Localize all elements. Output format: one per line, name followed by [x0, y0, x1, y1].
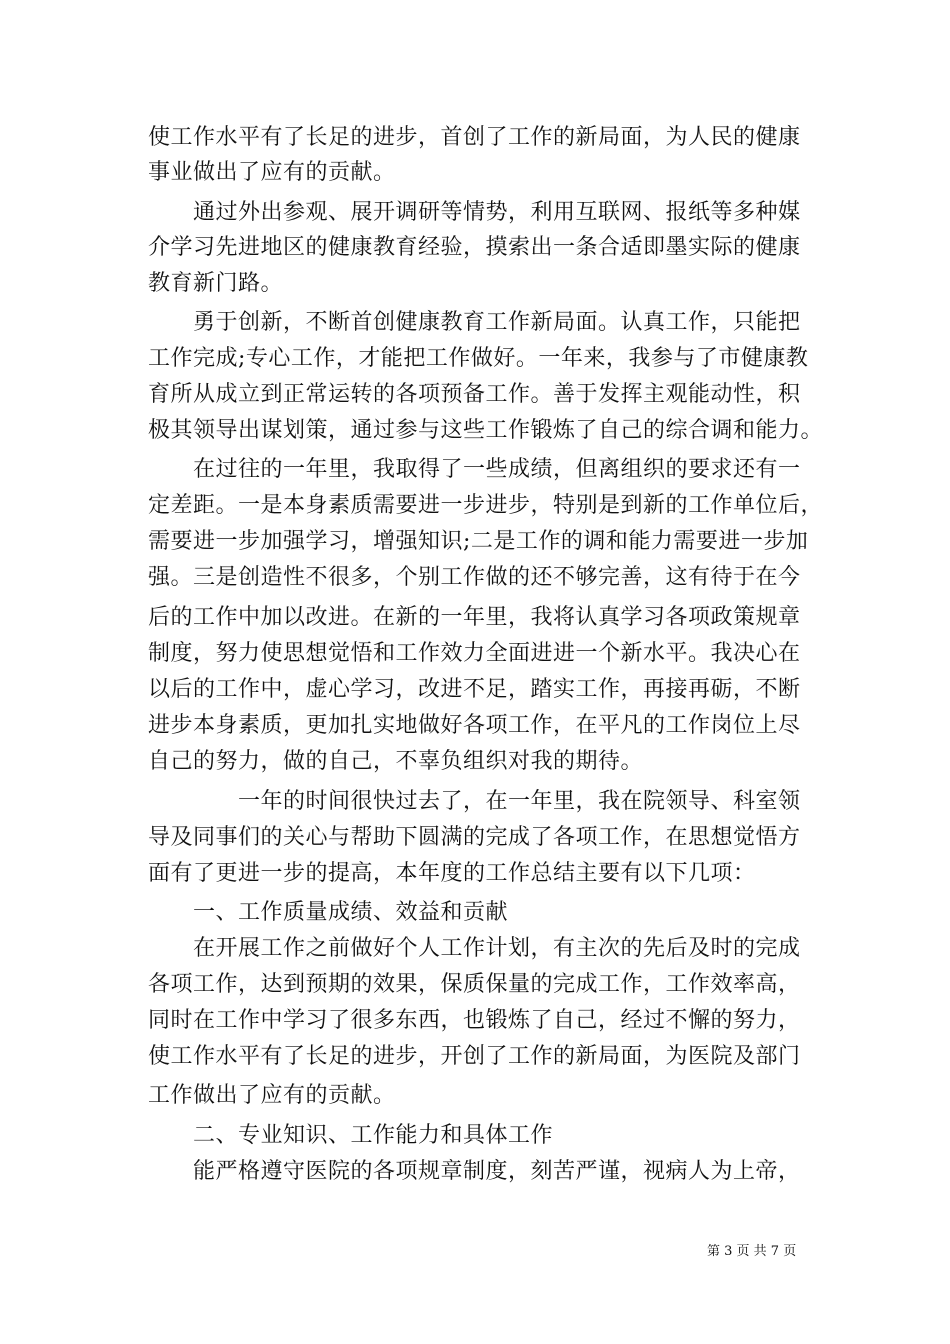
text-line: 在开展工作之前做好个人工作计划，有主次的先后及时的完成 [148, 936, 801, 961]
text-line: 使工作水平有了长足的进步，首创了工作的新局面，为人民的健康 [148, 125, 801, 150]
text-line: 勇于创新，不断首创健康教育工作新局面。认真工作，只能把 [148, 310, 801, 335]
text-line: 需要进一步加强学习，增强知识;二是工作的调和能力需要进一步加 [148, 529, 809, 554]
text-line: 同时在工作中学习了很多东西，也锻炼了自己，经过不懈的努力， [148, 1008, 801, 1033]
text-line: 工作完成;专心工作，才能把工作做好。一年来，我参与了市健康教 [148, 346, 809, 371]
text-line: 面有了更进一步的提高，本年度的工作总结主要有以下几项： [148, 861, 756, 886]
text-line: 后的工作中加以改进。在新的一年里，我将认真学习各项政策规章 [148, 605, 801, 630]
text-line: 定差距。一是本身素质需要进一步进步，特别是到新的工作单位后， [148, 493, 824, 518]
section-heading: 一、工作质量成绩、效益和贡献 [148, 900, 509, 925]
text-line: 事业做出了应有的贡献。 [148, 160, 396, 185]
text-line: 自己的努力，做的自己，不辜负组织对我的期待。 [148, 749, 644, 774]
text-line: 制度，努力使思想觉悟和工作效力全面进进一个新水平。我决心在 [148, 641, 801, 666]
text-line: 极其领导出谋划策，通过参与这些工作锻炼了自己的综合调和能力。 [148, 418, 824, 443]
text-line: 能严格遵守医院的各项规章制度，刻苦严谨，视病人为上帝， [148, 1159, 801, 1184]
text-line: 通过外出参观、展开调研等情势，利用互联网、报纸等多种媒 [148, 200, 801, 225]
text-line: 强。三是创造性不很多，个别工作做的还不够完善，这有待于在今 [148, 565, 801, 590]
text-line: 使工作水平有了长足的进步，开创了工作的新局面，为医院及部门 [148, 1044, 801, 1069]
text-line: 介学习先进地区的健康教育经验，摸索出一条合适即墨实际的健康 [148, 235, 801, 260]
text-line: 育所从成立到正常运转的各项预备工作。善于发挥主观能动性，积 [148, 382, 801, 407]
text-line: 工作做出了应有的贡献。 [148, 1083, 396, 1108]
text-line: 以后的工作中，虚心学习，改进不足，踏实工作，再接再砺，不断 [148, 677, 801, 702]
page-number: 第 3 页 共 7 页 [707, 1244, 797, 1259]
text-line: 在过往的一年里，我取得了一些成绩，但离组织的要求还有一 [148, 457, 801, 482]
text-line: 教育新门路。 [148, 271, 284, 296]
text-line: 一年的时间很快过去了，在一年里，我在院领导、科室领 [148, 789, 801, 814]
text-line: 导及同事们的关心与帮助下圆满的完成了各项工作，在思想觉悟方 [148, 825, 801, 850]
text-line: 各项工作，达到预期的效果，保质保量的完成工作，工作效率高， [148, 972, 801, 997]
text-line: 进步本身素质，更加扎实地做好各项工作，在平凡的工作岗位上尽 [148, 713, 801, 738]
section-heading: 二、专业知识、工作能力和具体工作 [148, 1123, 554, 1148]
